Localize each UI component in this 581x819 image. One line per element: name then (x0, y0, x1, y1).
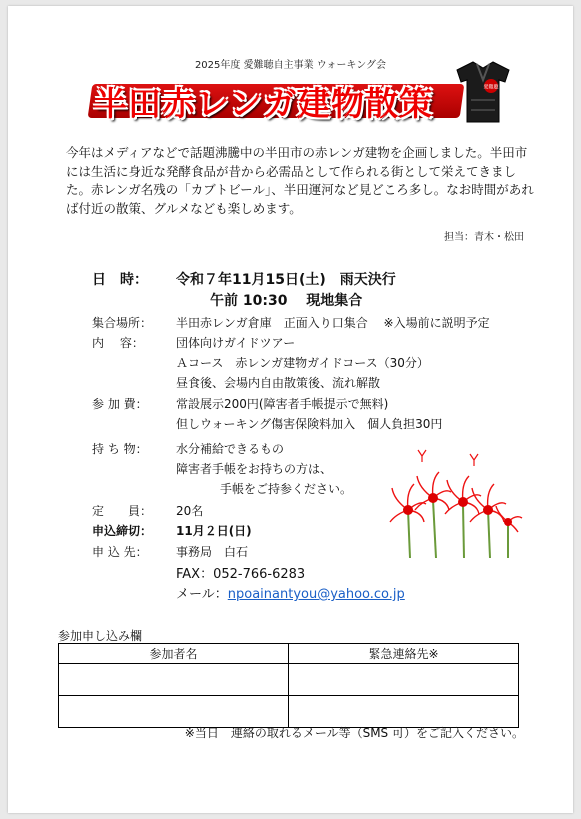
apply-value: 事務局 白石 (176, 545, 249, 559)
deadline-row (92, 522, 252, 539)
capacity-label: 定 員： (92, 504, 153, 518)
form-note: ※当日 連絡の取れるメール等（SMS 可）をご記入ください。 (184, 726, 524, 740)
mail-link[interactable]: npoainantyou@yahoo.co.jp (227, 587, 405, 602)
happi-coat-image (455, 60, 511, 124)
mail-label: メール： (176, 587, 228, 602)
deadline-value: 11月２日(日) (176, 524, 252, 538)
staff-in-charge: 担当：青木・松田 (444, 232, 524, 243)
fee-row (92, 395, 388, 412)
place-row (92, 314, 490, 331)
document-page (8, 6, 573, 813)
emergency-contact-header: 緊急連絡先※ (289, 644, 519, 664)
content-line-1: 団体向けガイドツアー (176, 336, 296, 350)
mail-row (176, 583, 405, 602)
content-line-2: Ａコース 赤レンガ建物ガイドコース（30分） (176, 356, 429, 370)
place-label: 集合場所： (92, 316, 153, 330)
fee-label: 参 加 費： (92, 397, 148, 411)
capacity-value: 20名 (176, 504, 204, 518)
event-title: 半田赤レンガ建物散策 (94, 84, 434, 123)
table-row (59, 696, 519, 728)
apply-row (92, 543, 248, 560)
application-table (58, 643, 519, 728)
fax-number: FAX：052-766-6283 (176, 567, 306, 582)
content-row (92, 334, 295, 351)
intro-paragraph: 今年はメディアなどで話題沸騰中の半田市の赤レンガ建物を企画しました。半田市には生活に身近な発酵食品が昔から必需品として作られる街として栄えてきました。赤レンガ名残の「カブトビール」、半田運河など見どころ多し。なお時間があれば付近の散策、グルメなども楽しめます。 (66, 145, 534, 216)
participant-name-cell[interactable] (59, 696, 289, 728)
date-label: 日 時： (92, 272, 148, 288)
items-line-2: 障害者手帳をお持ちの方は、 (176, 462, 333, 476)
table-header-row (59, 644, 519, 664)
title-banner (90, 76, 470, 124)
fee-line-2: 但しウォーキング傷害保険料加入 個人負担30円 (176, 417, 443, 431)
participant-name-cell[interactable] (59, 664, 289, 696)
table-row (59, 664, 519, 696)
emergency-contact-cell[interactable] (289, 696, 519, 728)
items-line-1: 水分補給できるもの (176, 442, 285, 456)
happi-logo-text: 愛難聴 (483, 84, 499, 91)
items-row (92, 440, 284, 457)
time-value: 午前 10:30 現地集合 (210, 293, 363, 309)
participant-name-header: 参加者名 (59, 644, 289, 664)
emergency-contact-cell[interactable] (289, 664, 519, 696)
place-value: 半田赤レンガ倉庫 正面入り口集合 ※入場前に説明予定 (176, 316, 490, 330)
capacity-row (92, 502, 203, 519)
apply-label: 申 込 先： (92, 545, 148, 559)
date-row (92, 269, 396, 289)
deadline-label: 申込締切： (92, 524, 153, 538)
red-spider-lily-illustration (378, 440, 528, 560)
content-label: 内 容： (92, 336, 144, 350)
event-subtitle: 2025年度 愛難聴自主事業 ウォーキング会 (194, 60, 387, 71)
items-label: 持 ち 物： (92, 442, 148, 456)
application-form-title: 参加申し込み欄 (58, 629, 143, 643)
fee-line-1: 常設展示200円(障害者手帳提示で無料) (176, 397, 389, 411)
date-value: 令和７年11月15日(土) 雨天決行 (176, 272, 396, 288)
content-line-3: 昼食後、会場内自由散策後、流れ解散 (176, 376, 381, 390)
items-line-3: 手帳をご持参ください。 (220, 482, 353, 496)
